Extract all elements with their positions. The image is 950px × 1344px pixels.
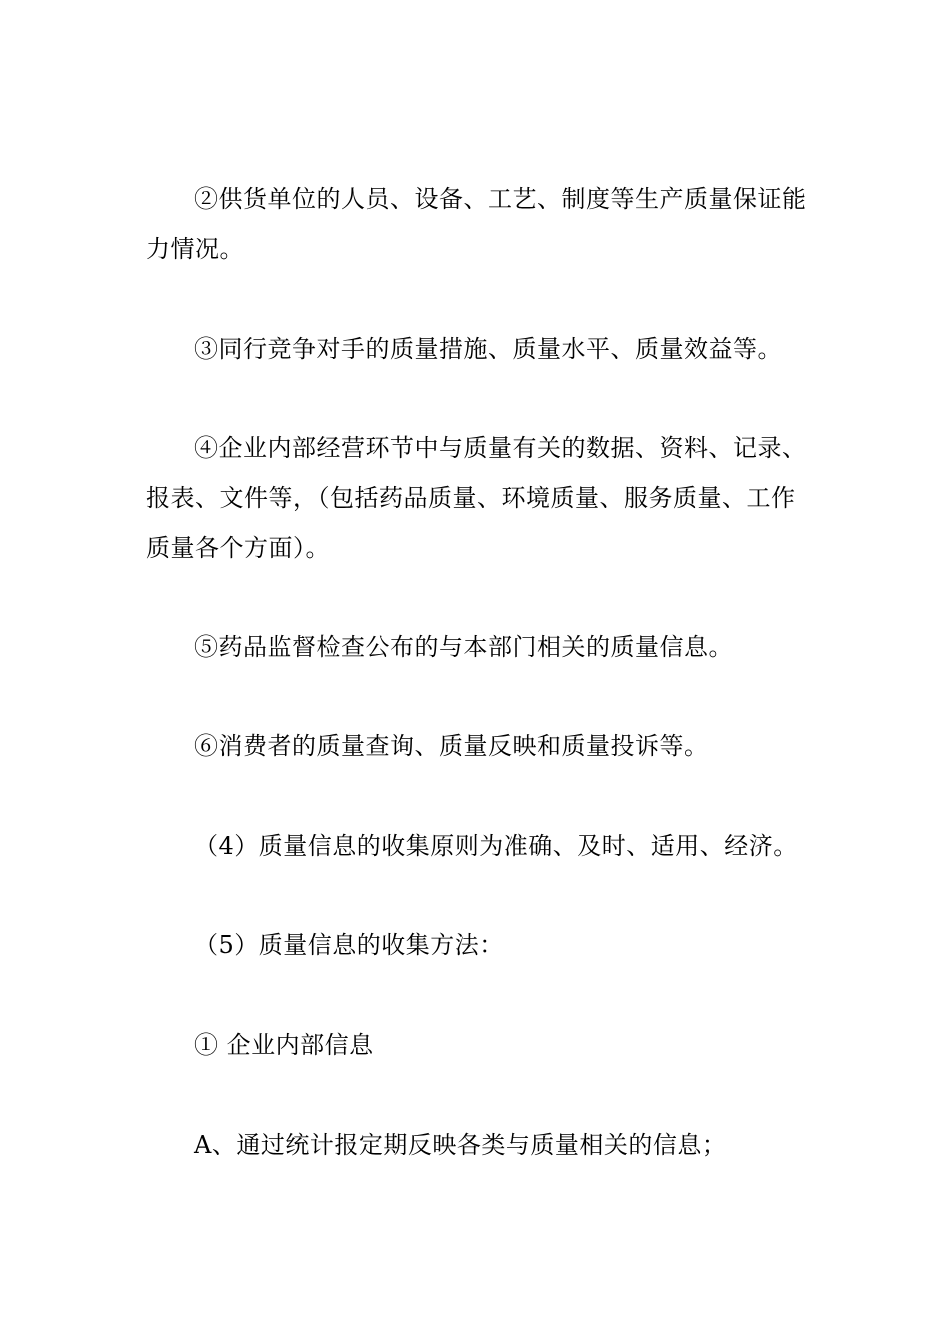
paragraph-supplier-capability: ②供货单位的人员、设备、工艺、制度等生产质量保证能力情况。: [146, 185, 807, 263]
paragraph-consumer-feedback: ⑥消费者的质量查询、质量反映和质量投诉等。: [194, 732, 709, 760]
paragraph-internal-records: ④企业内部经营环节中与质量有关的数据、资料、记录、报表、文件等，（包括药品质量、环境质量、服务质量、工作质量各个方面）。: [146, 434, 807, 562]
paragraph-collection-methods: （5）质量信息的收集方法：: [194, 931, 504, 959]
paragraph-competitor-quality: ③同行竞争对手的质量措施、质量水平、质量效益等。: [194, 335, 782, 363]
paragraph-collection-principles: （4）质量信息的收集原则为准确、及时、适用、经济。: [194, 832, 798, 860]
paragraph-internal-info-heading: ① 企业内部信息: [194, 1031, 374, 1059]
paragraph-drug-supervision: ⑤药品监督检查公布的与本部门相关的质量信息。: [194, 633, 733, 661]
paragraph-statistics-reports: A、通过统计报定期反映各类与质量相关的信息；: [194, 1131, 727, 1159]
